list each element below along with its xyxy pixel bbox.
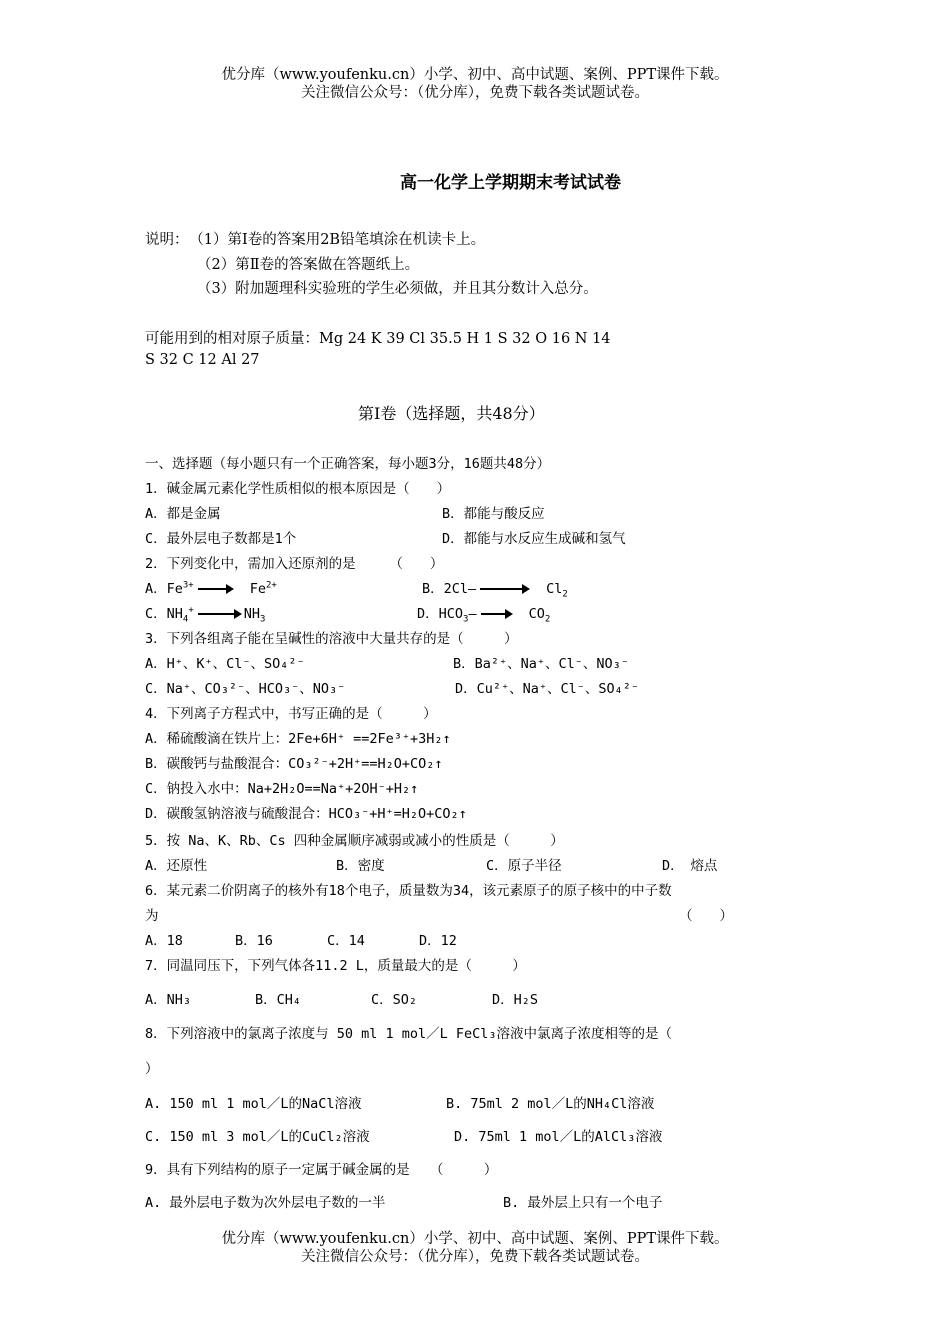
q6-option-a: A．18: [145, 933, 183, 949]
q7-option-c: C．SO₂: [371, 992, 418, 1008]
q2-c-product-sub: 3: [260, 614, 266, 625]
q2-b-label: B．2Cl: [422, 581, 469, 597]
q8-option-b: B. 75ml 2 mol／L的NH₄Cl溶液: [446, 1096, 655, 1112]
q2-option-a: [145, 577, 277, 597]
q6-answer-paren: （ ）: [679, 908, 733, 924]
q2-c-sup: +: [188, 605, 194, 616]
q2-b-product-sub: 2: [562, 589, 568, 600]
q8-stem-line-1: 8．下列溶液中的氯离子浓度与 50 ml 1 mol／L FeCl₃溶液中氯离子浓度相等的是（: [145, 1026, 673, 1042]
page-header: [0, 66, 950, 102]
page-title: 高一化学上学期期末考试试卷: [400, 173, 621, 193]
q5-option-a: A．还原性: [145, 858, 208, 874]
q7-stem: 7．同温同压下，下列气体各11.2 L，质量最大的是（ ）: [145, 958, 526, 974]
q2-a-sup: 3+: [182, 580, 194, 591]
q2-b-sup: —: [468, 581, 477, 597]
note-2: （2）第Ⅱ卷的答案做在答题纸上。: [197, 257, 420, 273]
q1-option-c: C．最外层电子数都是1个: [145, 531, 297, 547]
reaction-arrow-icon: [480, 588, 528, 590]
q6-option-b: B．16: [235, 933, 273, 949]
q2-option-c: [145, 602, 265, 625]
footer-line-2: 关注微信公众号：（优分库），免费下载各类试题试卷。: [301, 1249, 649, 1265]
q2-d-sub: 3: [463, 614, 469, 625]
q2-option-b: [422, 577, 568, 600]
q7-option-d: D．H₂S: [492, 992, 539, 1008]
note-3: （3）附加题理科实验班的学生必须做，并且其分数计入总分。: [197, 281, 598, 297]
q3-option-c: C．Na⁺、CO₃²⁻、HCO₃⁻、NO₃⁻: [145, 681, 346, 697]
footer-line-1: 优分库（www.youfenku.cn）小学、初中、高中试题、案例、PPT课件下载。: [221, 1231, 729, 1247]
q3-option-d: D．Cu²⁺、Na⁺、Cl⁻、SO₄²⁻: [455, 681, 640, 697]
q2-a-label: A．Fe: [145, 581, 183, 597]
q6-stem-line-2: 为: [145, 908, 159, 924]
q2-b-product: Cl: [546, 581, 563, 597]
reaction-arrow-icon: [198, 613, 240, 615]
q1-stem: 1．碱金属元素化学性质相似的根本原因是（ ）: [145, 481, 451, 497]
reaction-arrow-icon: [481, 613, 511, 615]
q9-option-a: A. 最外层电子数为次外层电子数的一半: [145, 1195, 386, 1211]
q8-stem-line-2: ）: [145, 1061, 159, 1077]
q2-d-label: D．HCO: [417, 606, 464, 622]
note-1: （1）第Ⅰ卷的答案用2B铅笔填涂在机读卡上。: [196, 232, 486, 248]
q5-option-d: D． 熔点: [662, 858, 718, 874]
atomic-mass-line-1: 可能用到的相对原子质量：Mg 24 K 39 Cl 35.5 H 1 S 32 O 16 N 14: [145, 331, 611, 347]
q3-option-a: A．H⁺、K⁺、Cl⁻、SO₄²⁻: [145, 656, 305, 672]
q3-option-b: B．Ba²⁺、Na⁺、Cl⁻、NO₃⁻: [453, 656, 629, 672]
q7-option-b: B．CH₄: [255, 992, 302, 1008]
q1-option-b: B．都能与酸反应: [442, 506, 545, 522]
q6-stem-line-1: 6．某元素二价阴离子的核外有18个电子，质量数为34，该元素原子的原子核中的中子数: [145, 883, 672, 899]
q2-a-product-sup: 2+: [266, 580, 277, 591]
q2-c-product: NH: [243, 606, 260, 622]
atomic-mass-line-2: S 32 C 12 Al 27: [145, 352, 260, 368]
q3-stem: 3．下列各组离子能在呈碱性的溶液中大量共存的是（ ）: [145, 631, 518, 647]
q8-option-c: C. 150 ml 3 mol／L的CuCl₂溶液: [145, 1129, 370, 1145]
q2-d-product: CO: [528, 606, 545, 622]
section-title: 第Ⅰ卷（选择题，共48分）: [358, 404, 545, 423]
q2-d-product-sub: 2: [544, 614, 551, 625]
q6-option-c: C．14: [327, 933, 365, 949]
q4-option-b: B．碳酸钙与盐酸混合：CO₃²⁻+2H⁺==H₂O+CO₂↑: [145, 756, 443, 772]
q7-option-a: A．NH₃: [145, 992, 192, 1008]
q2-option-d: [417, 602, 550, 625]
q9-stem: 9．具有下列结构的原子一定属于碱金属的是 （ ）: [145, 1162, 498, 1178]
q2-c-label: C．NH: [145, 606, 183, 622]
header-line-2: 关注微信公众号：（优分库），免费下载各类试题试卷。: [301, 85, 649, 101]
section-intro: 一、选择题（每小题只有一个正确答案，每小题3分，16题共48分）: [145, 456, 551, 472]
page-footer: [0, 1230, 950, 1266]
q1-option-d: D．都能与水反应生成碱和氢气: [442, 531, 626, 547]
q4-stem: 4．下列离子方程式中，书写正确的是（ ）: [145, 706, 437, 722]
q5-option-b: B．密度: [336, 858, 385, 874]
q8-option-d: D. 75ml 1 mol／L的AlCl₃溶液: [454, 1129, 663, 1145]
q6-option-d: D．12: [419, 933, 457, 949]
reaction-arrow-icon: [198, 588, 232, 590]
q8-option-a: A. 150 ml 1 mol／L的NaCl溶液: [145, 1096, 362, 1112]
q2-stem: 2．下列变化中，需加入还原剂的是 （ ）: [145, 556, 444, 572]
q5-stem: 5．按 Na、K、Rb、Cs 四种金属顺序减弱或减小的性质是（ ）: [145, 833, 564, 849]
q2-c-sub: 4: [182, 614, 189, 625]
header-line-1: 优分库（www.youfenku.cn）小学、初中、高中试题、案例、PPT课件下载。: [221, 67, 729, 83]
notes-label: 说明：: [145, 232, 189, 248]
q4-option-d: D．碳酸氢钠溶液与硫酸混合：HCO₃⁻+H⁺=H₂O+CO₂↑: [145, 806, 467, 822]
q4-option-c: C．钠投入水中：Na+2H₂O==Na⁺+2OH⁻+H₂↑: [145, 781, 419, 797]
q5-option-c: C．原子半径: [486, 858, 562, 874]
q1-option-a: A．都是金属: [145, 506, 221, 522]
q9-option-b: B. 最外层上只有一个电子: [503, 1195, 663, 1211]
q2-d-sup: —: [468, 606, 477, 622]
notes-line-1: [145, 228, 485, 249]
q2-a-product: Fe: [249, 581, 266, 597]
q4-option-a: A．稀硫酸滴在铁片上：2Fe+6H⁺ ==2Fe³⁺+3H₂↑: [145, 731, 451, 747]
